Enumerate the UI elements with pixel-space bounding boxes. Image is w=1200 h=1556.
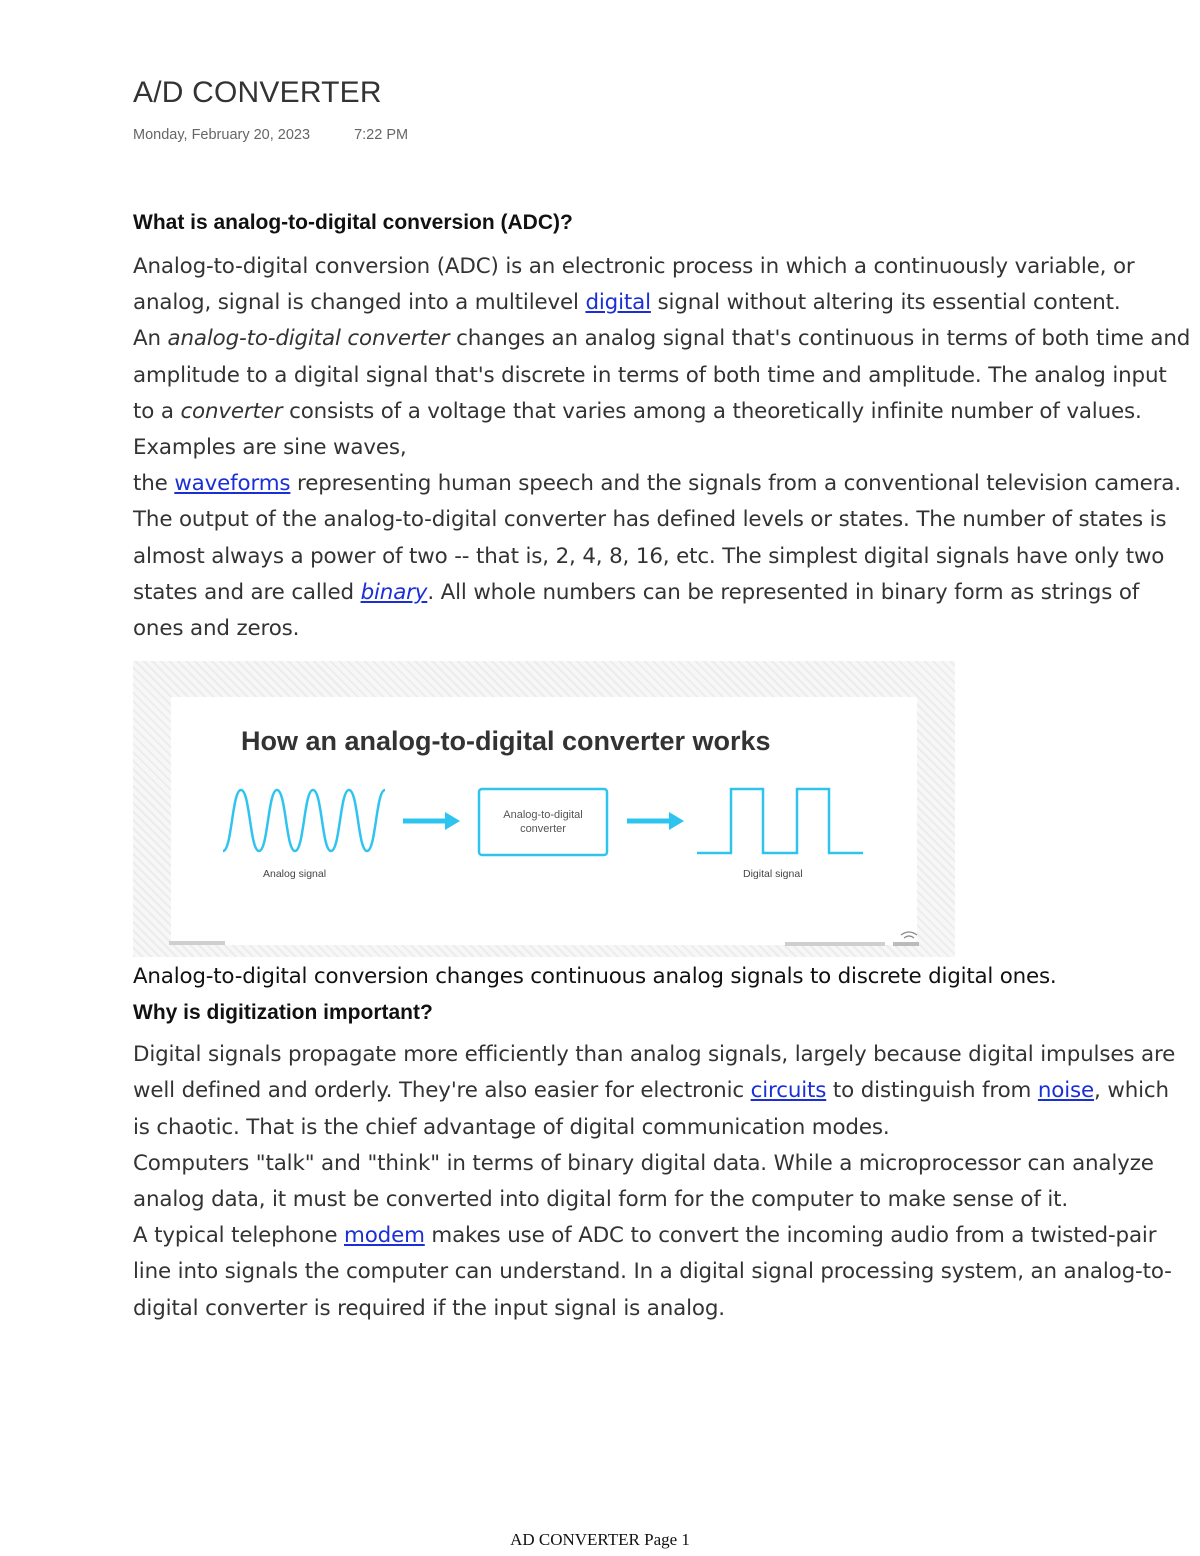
paragraph-waveforms [133,466,1191,502]
link-modem[interactable]: modem [344,1223,425,1249]
converter-box-label-line2: converter [520,823,566,836]
text-run: . All whole numbers can be represented in binary form as strings of ones and zeros. [133,579,1140,642]
link-binary[interactable]: binary [360,579,428,605]
note-body [133,205,1191,1327]
adc-diagram-svg [133,661,955,957]
paragraph-adc-converter [133,321,1191,466]
section-heading-why-digitization: Why is digitization important? [133,1001,433,1025]
page-timestamp [133,127,408,143]
digital-square-wave [697,789,863,853]
text-run: makes use of ADC to convert the incoming audio from a twisted-pair line into signals the computer can understand. In a digital signal processing system, an analog-to-digital converter is required if the input signal is analog. [133,1223,1172,1321]
text-run: An [133,326,168,352]
paragraph-digital-efficiency [133,1037,1191,1146]
analog-sine-wave [223,790,385,851]
adc-diagram-image [133,661,955,957]
section-heading-what-is-adc: What is analog-to-digital conversion (ADC)? [133,211,573,234]
text-run: Digital signals propagate more efficiently than analog signals, largely because digital impulses are well defined and orderly. They're also easier for electronic [133,1042,1176,1104]
link-digital[interactable]: digital [585,290,651,316]
converter-box [479,789,607,855]
link-noise[interactable]: noise [1037,1078,1095,1104]
page-footer: AD CONVERTER Page 1 [510,1530,690,1549]
link-circuits[interactable]: circuits [750,1078,827,1104]
paragraph-adc-definition [133,249,1191,321]
analog-signal-label: Analog signal [263,868,327,881]
diagram-title: How an analog-to-digital converter works [241,726,771,757]
copyright-smudge [785,942,885,946]
italic-converter: converter [180,398,283,424]
text-run: signal without altering its essential content. [650,290,1121,316]
text-run: , which is chaotic. That is the chief advantage of digital communication modes. [133,1078,1169,1140]
page-time: 7:22 PM [354,127,409,143]
copyright-smudge [169,941,225,945]
converter-box-label-line1: Analog-to-digital [503,809,583,822]
arrow-right-icon [403,812,460,830]
paragraph-modem [133,1218,1191,1327]
text-run: representing human speech and the signals from a conventional television camera. [290,471,1181,497]
link-waveforms[interactable]: waveforms [174,471,291,497]
text-run: Analog-to-digital conversion (ADC) is an electronic process in which a continuously variable, or analog, signal is changed into a multilevel [133,254,1135,316]
text-run: The output of the analog-to-digital converter has defined levels or states. The number of states is almost always a power of two -- that is, 2, 4, 8, 16, etc. The simplest digital signals have only two states and are called [133,507,1167,605]
page-date: Monday, February 20, 2023 [133,127,311,143]
digital-signal-label: Digital signal [743,868,803,881]
figure-caption: Analog-to-digital conversion changes continuous analog signals to discrete digital ones. [133,964,1057,990]
text-run: changes an analog signal that's continuous in terms of both time and amplitude to a digital signal that's discrete in terms of both time and amplitude. The analog input to a [133,326,1191,424]
text-run: consists of a voltage that varies among a theoretically infinite number of values. Examples are sine waves, [133,398,1142,461]
arrow-right-icon [627,812,684,830]
techtarget-logo-icon [893,932,919,946]
page-title: A/D CONVERTER [133,76,382,109]
text-run: the [133,471,175,497]
paragraph-computers-binary: Computers "talk" and "think" in terms of binary digital data. While a microprocessor can analyze analog data, it must be converted into digital form for the computer to make sense of it. [133,1150,1154,1213]
italic-analog-to-digital-converter: analog-to-digital converter [167,326,450,352]
paragraph-output-states [133,502,1191,647]
text-run: A typical telephone [133,1223,345,1249]
text-run: to distinguish from [826,1078,1038,1104]
